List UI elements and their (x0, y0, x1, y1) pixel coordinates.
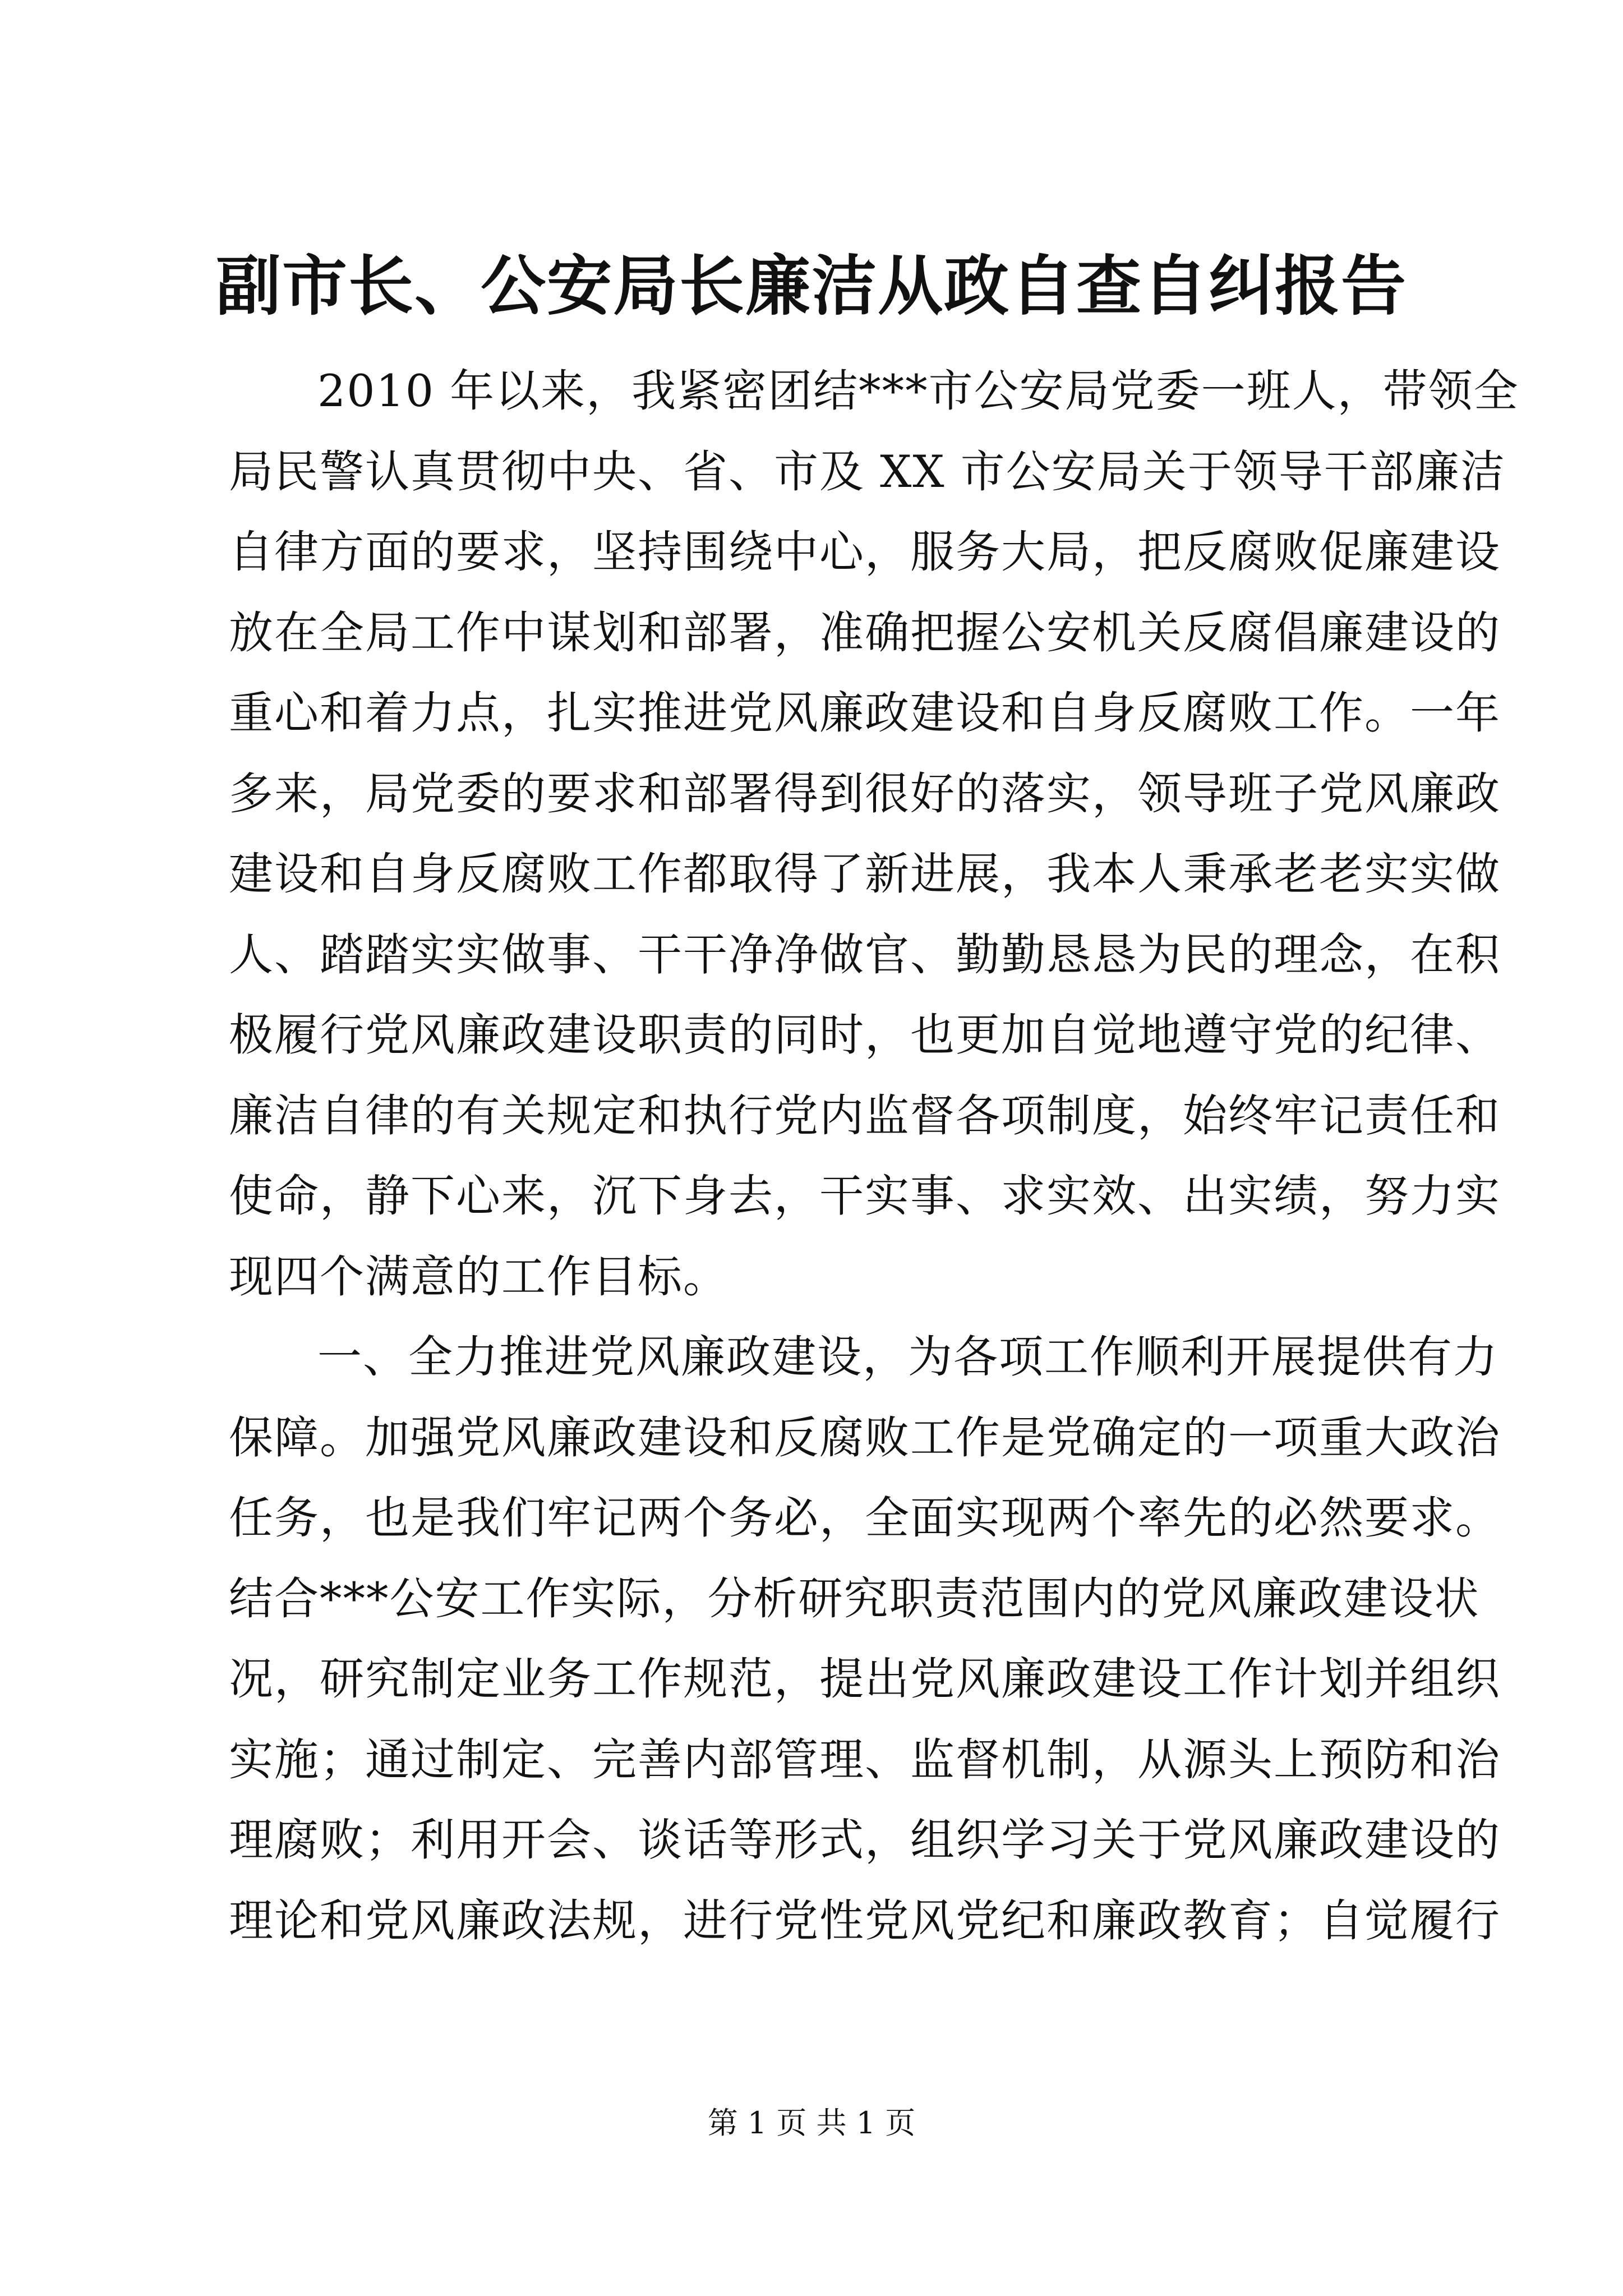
paragraph-2-line-4: 结合***公安工作实际，分析研究职责范围内的党风廉政建设状 (229, 1572, 1480, 1625)
paragraph-1-line-6: 多来，局党委的要求和部署得到很好的落实，领导班子党风廉政 (229, 767, 1501, 820)
page-footer: 第 1 页 共 1 页 (707, 2105, 916, 2141)
paragraph-2-line-3: 任务，也是我们牢记两个务必，全面实现两个率先的必然要求。 (229, 1492, 1501, 1544)
paragraph-1-line-9: 极履行党风廉政建设职责的同时，也更加自觉地遵守党的纪律、 (229, 1009, 1501, 1061)
paragraph-2-line-2: 保障。加强党风廉政建设和反腐败工作是党确定的一项重大政治 (229, 1411, 1501, 1464)
paragraph-1-line-4: 放在全局工作中谋划和部署，准确把握公安机关反腐倡廉建设的 (229, 606, 1501, 659)
paragraph-2-line-1: 一、全力推进党风廉政建设，为各项工作顺利开展提供有力 (317, 1331, 1498, 1383)
document-title: 副市长、公安局长廉洁从政自查自纠报告 (216, 248, 1407, 324)
paragraph-1-line-7: 建设和自身反腐败工作都取得了新进展，我本人秉承老老实实做 (229, 848, 1501, 900)
paragraph-1-line-8: 人、踏踏实实做事、干干净净做官、勤勤恳恳为民的理念，在积 (229, 928, 1501, 981)
paragraph-2-line-6: 实施；通过制定、完善内部管理、监督机制，从源头上预防和治 (229, 1733, 1501, 1786)
paragraph-1-line-12: 现四个满意的工作目标。 (229, 1250, 728, 1303)
document-body (229, 351, 1519, 1961)
paragraph-1-line-11: 使命，静下心来，沉下身去，干实事、求实效、出实绩，努力实 (229, 1170, 1501, 1222)
paragraph-2-line-5: 况，研究制定业务工作规范，提出党风廉政建设工作计划并组织 (229, 1653, 1501, 1705)
paragraph-2-line-8: 理论和党风廉政法规，进行党性党风党纪和廉政教育；自觉履行 (229, 1894, 1501, 1947)
paragraph-1-line-1: 2010 年以来，我紧密团结***市公安局党委一班人，带领全 (317, 365, 1519, 417)
paragraph-2-line-7: 理腐败；利用开会、谈话等形式，组织学习关于党风廉政建设的 (229, 1814, 1501, 1866)
paragraph-1-line-5: 重心和着力点，扎实推进党风廉政建设和自身反腐败工作。一年 (229, 687, 1501, 739)
paragraph-1-line-2: 局民警认真贯彻中央、省、市及 XX 市公安局关于领导干部廉洁 (229, 445, 1506, 498)
paragraph-1-line-10: 廉洁自律的有关规定和执行党内监督各项制度，始终牢记责任和 (229, 1089, 1501, 1142)
paragraph-1-line-3: 自律方面的要求，坚持围绕中心，服务大局，把反腐败促廉建设 (229, 526, 1501, 578)
